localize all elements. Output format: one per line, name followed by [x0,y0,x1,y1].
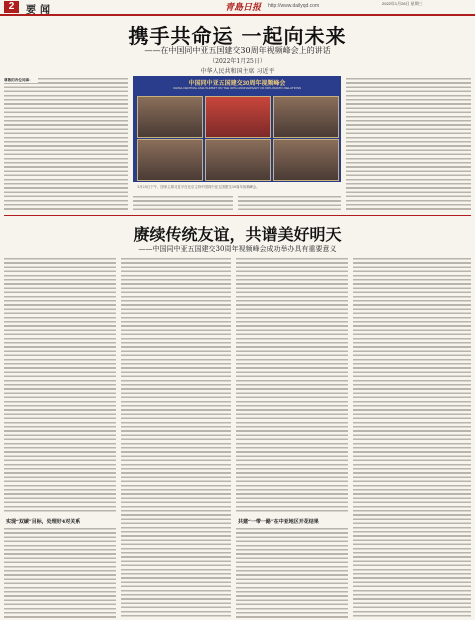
article1-date: （2022年1月25日） [209,58,266,65]
article2-col-3 [236,258,348,514]
article2-col-2 [121,258,231,618]
article1-col-right [346,78,471,212]
leader-tile [205,139,271,181]
section-title: 要闻 [26,5,54,16]
article1-headline: 携手共命运 一起向未来 [128,24,347,48]
section-divider [4,215,471,216]
article1-lead: 尊敬的各位同事： [4,78,38,83]
article4-col-1 [236,528,348,618]
leader-tile [205,96,271,138]
summit-banner-sub: CHINA-CENTRAL ASIA SUMMIT ON THE 30TH ANNIVERSARY OF DIPLOMATIC RELATIONS [172,86,302,90]
masthead-bar [0,0,475,16]
article1-subtitle: ——在中国同中亚五国建交30周年视频峰会上的讲话 [144,46,331,55]
paper-url[interactable]: http://www.dailyqd.com [268,3,320,9]
issue-date: 2022年1月26日 星期三 [382,1,423,6]
paper-logo: 青島日报 [225,3,262,13]
article1-col-mid2 [238,196,341,212]
article2-headline: 赓续传统友谊，共谱美好明天 [133,225,342,244]
article1-author: 中华人民共和国主席 习近平 [200,68,275,75]
article2-col-1 [4,258,116,514]
article2-subtitle: ——中国同中亚五国建交30周年视频峰会成功举办具有重要意义 [138,245,337,253]
page-number: 2 [4,1,19,13]
photo-caption: 1月25日下午，国家主席习近平在北京主持中国同中亚五国建交30周年视频峰会。 [137,185,260,189]
summit-photo [133,76,341,182]
article3-col-1 [4,528,116,618]
subhead-middle: 共建“一带一路”在中亚地区开花结果 [238,519,319,525]
article1-col-left [4,78,128,212]
leader-tile [137,96,203,138]
leader-tile [273,139,339,181]
subhead-left: 实现“双碳”目标，处理好4对关系 [6,519,81,525]
summit-banner: 中国同中亚五国建交30周年视频峰会 [188,81,286,87]
article2-col-4 [353,258,471,618]
leader-tile [137,139,203,181]
article1-col-mid [133,196,233,212]
leader-tile [273,96,339,138]
